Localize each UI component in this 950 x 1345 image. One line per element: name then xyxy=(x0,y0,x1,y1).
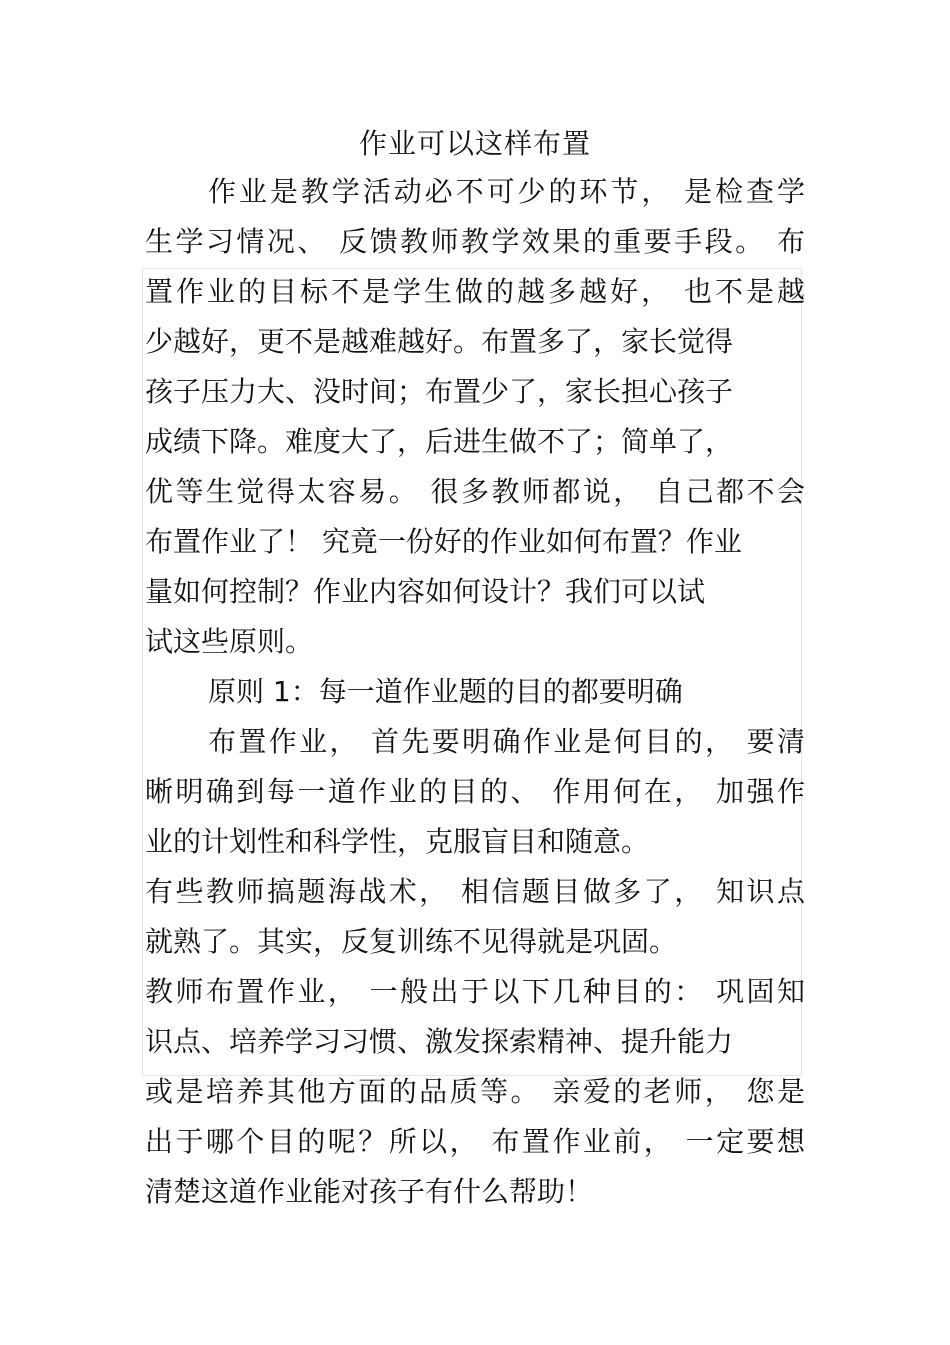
text-line: 生学习情况、 反馈教师教学效果的重要手段。 布 xyxy=(145,225,805,258)
text-line: 就熟了。其实，反复训练不见得就是巩固。 xyxy=(145,925,678,958)
text-line: 有些教师搞题海战术， 相信题目做多了， 知识点 xyxy=(145,875,805,908)
text-line: 置作业的目标不是学生做的越多越好， 也不是越 xyxy=(145,275,805,308)
text-line: 作业是教学活动必不可少的环节， 是检查学 xyxy=(208,175,805,208)
text-line: 出于哪个目的呢？所以， 布置作业前， 一定要想 xyxy=(145,1125,805,1158)
document-title: 作业可以这样布置 xyxy=(358,127,591,160)
text-line: 布置作业了！ 究竟一份好的作业如何布置？作业 xyxy=(145,525,742,558)
text-line: 教师布置作业， 一般出于以下几种目的： 巩固知 xyxy=(145,975,805,1008)
text-line: 少越好，更不是越难越好。布置多了，家长觉得 xyxy=(145,325,734,358)
text-line: 孩子压力大、没时间；布置少了，家长担心孩子 xyxy=(145,375,734,408)
text-line: 晰明确到每一道作业的目的、 作用何在， 加强作 xyxy=(145,775,805,808)
text-line: 清楚这道作业能对孩子有什么帮助！ xyxy=(145,1175,594,1208)
text-line: 试这些原则。 xyxy=(145,625,314,658)
text-line: 成绩下降。难度大了，后进生做不了；简单了， xyxy=(145,425,734,458)
text-line: 优等生觉得太容易。 很多教师都说， 自己都不会 xyxy=(145,475,805,508)
text-line: 业的计划性和科学性，克服盲目和随意。 xyxy=(145,825,650,858)
text-line: 量如何控制？作业内容如何设计？我们可以试 xyxy=(145,575,706,608)
text-line: 布置作业， 首先要明确作业是何目的， 要清 xyxy=(208,725,805,758)
text-line: 或是培养其他方面的品质等。 亲爱的老师， 您是 xyxy=(145,1075,805,1108)
section-heading: 原则 1：每一道作业题的目的都要明确 xyxy=(208,675,683,708)
text-line: 识点、培养学习习惯、激发探索精神、提升能力 xyxy=(145,1025,734,1058)
